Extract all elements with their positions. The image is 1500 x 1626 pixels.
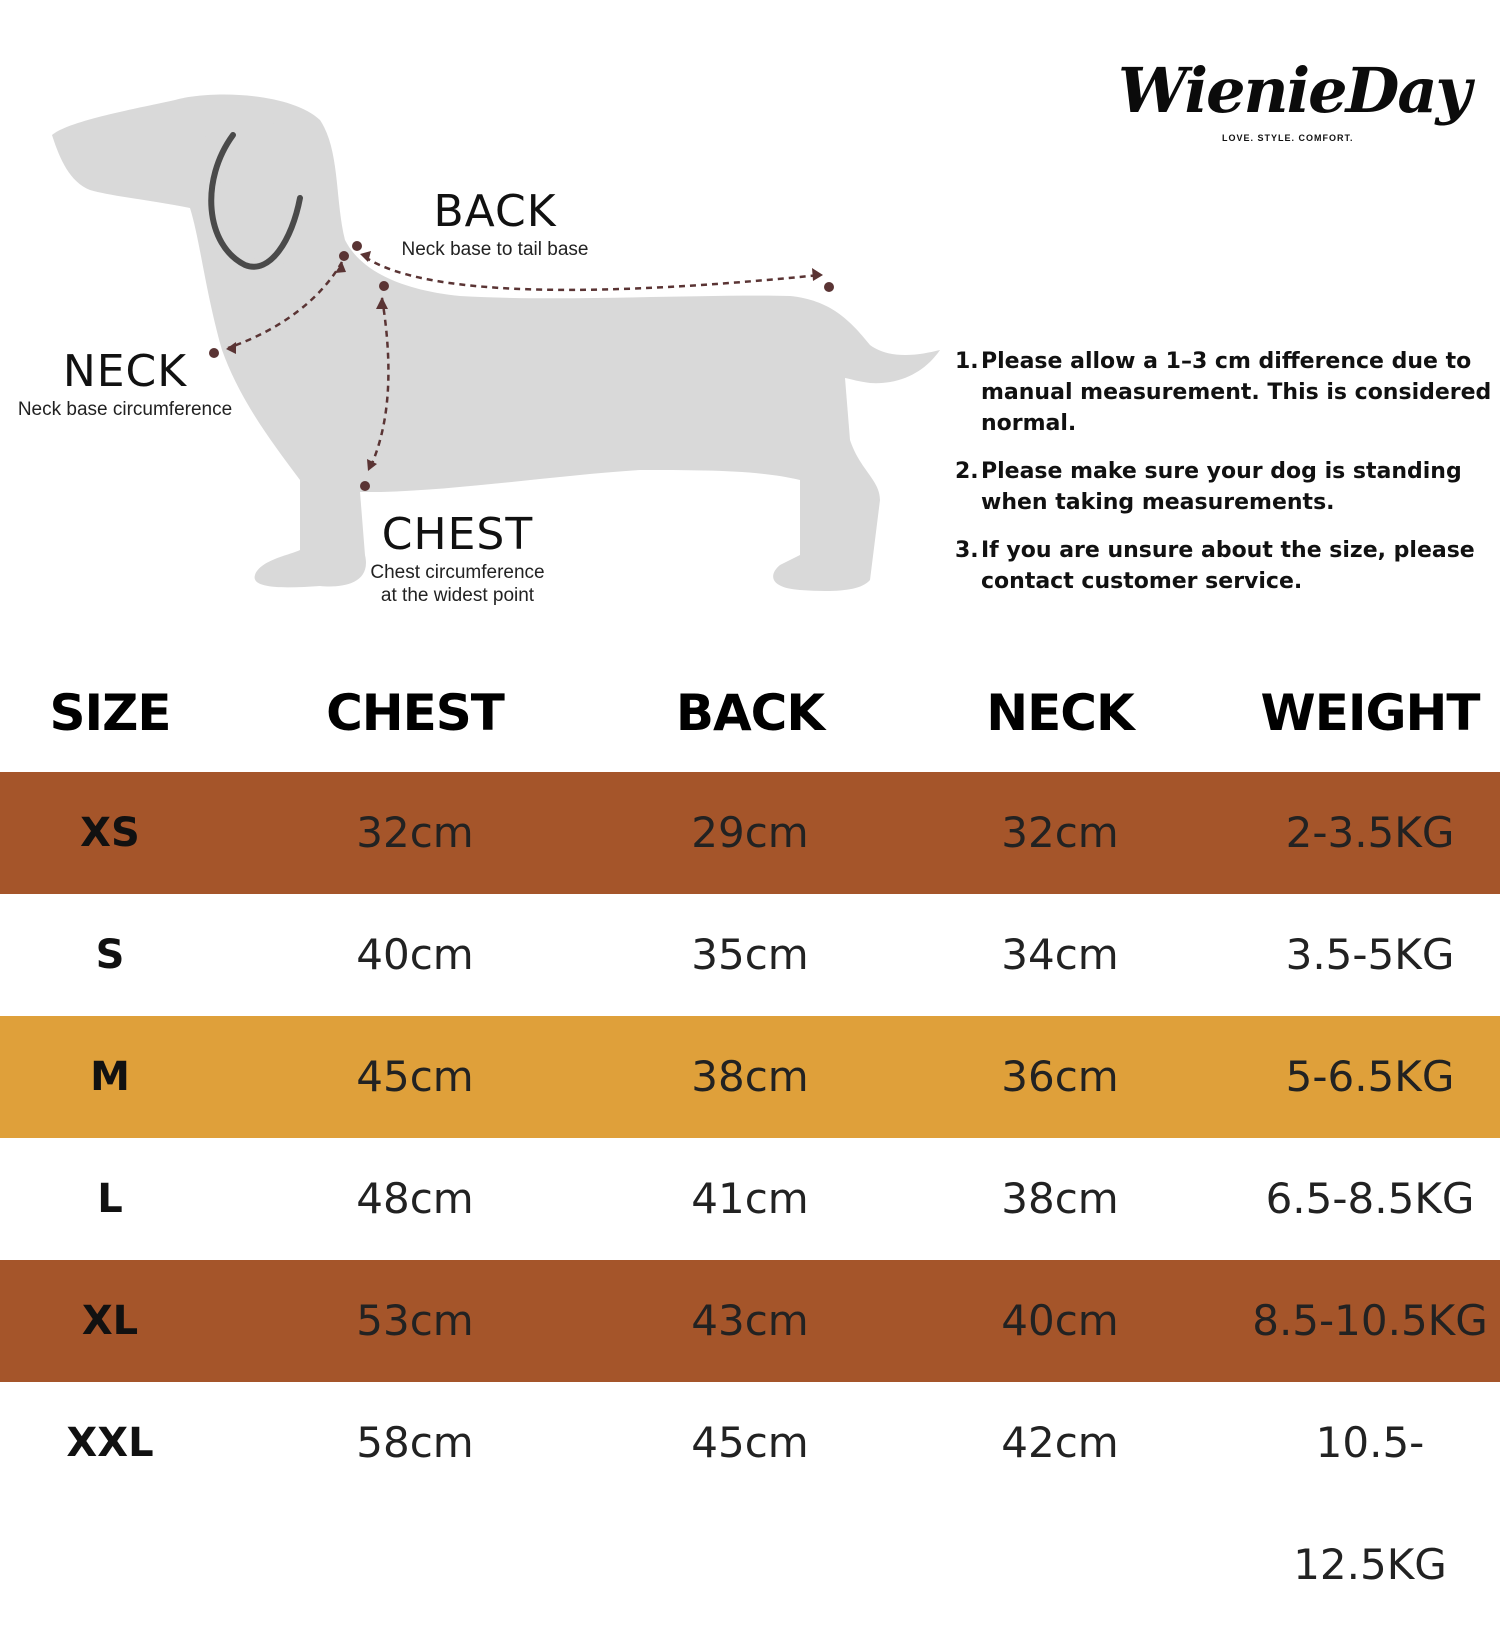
back-title: BACK: [433, 186, 557, 237]
neck-title: NECK: [62, 346, 188, 397]
table-row: [0, 772, 1500, 894]
table-row: [0, 1382, 1500, 1589]
size-table-header: [0, 672, 1500, 752]
chest-title: CHEST: [381, 509, 534, 560]
size-cell: S: [95, 932, 125, 978]
chest-cell: 40cm: [356, 930, 474, 979]
header-size: SIZE: [49, 684, 171, 742]
chest-label: [355, 509, 560, 607]
note-text: If you are unsure about the size, please contact customer service.: [981, 538, 1475, 594]
header-chest: CHEST: [326, 684, 504, 742]
brand-tagline: LOVE. STYLE. COMFORT.: [1222, 133, 1354, 143]
measurement-diagram: [0, 0, 960, 640]
neck-cell: 32cm: [1001, 808, 1119, 857]
brand-logo: [1118, 54, 1470, 160]
chest-bottom-dot: [360, 481, 370, 491]
size-cell: L: [97, 1176, 123, 1222]
back-start-dot: [352, 241, 362, 251]
weight-cell: 10.5-12.5KG: [1293, 1418, 1447, 1589]
weight-cell: 2-3.5KG: [1285, 808, 1455, 857]
note-item: [955, 535, 1495, 597]
chest-cell: 58cm: [356, 1418, 474, 1467]
chest-top-dot: [379, 281, 389, 291]
measurement-notes: [955, 346, 1495, 614]
back-cell: 29cm: [691, 808, 809, 857]
back-cell: 35cm: [691, 930, 809, 979]
header-weight: WEIGHT: [1260, 684, 1480, 742]
size-cell: M: [90, 1054, 130, 1100]
table-row: [0, 1260, 1500, 1382]
header-back: BACK: [675, 684, 825, 742]
neck-cell: 40cm: [1001, 1296, 1119, 1345]
back-desc: Neck base to tail base: [401, 239, 589, 260]
note-number: 1.: [955, 349, 979, 374]
weight-cell: 8.5-10.5KG: [1252, 1296, 1488, 1345]
weight-cell: 6.5-8.5KG: [1265, 1174, 1475, 1223]
back-end-dot: [824, 282, 834, 292]
note-item: [955, 346, 1495, 439]
header-neck: NECK: [986, 684, 1134, 742]
neck-desc: Neck base circumference: [17, 399, 233, 420]
table-row: [0, 894, 1500, 1016]
size-cell: XS: [80, 810, 140, 856]
neck-cell: 42cm: [1001, 1418, 1119, 1467]
note-number: 2.: [955, 459, 979, 484]
back-cell: 43cm: [691, 1296, 809, 1345]
back-arrow-end: [812, 268, 823, 281]
weight-cell: 3.5-5KG: [1285, 930, 1455, 979]
weight-cell: 5-6.5KG: [1285, 1052, 1455, 1101]
chest-desc-line2: at the widest point: [380, 585, 535, 606]
neck-label: [10, 346, 240, 421]
back-cell: 41cm: [691, 1174, 809, 1223]
neck-cell: 38cm: [1001, 1174, 1119, 1223]
chest-cell: 32cm: [356, 808, 474, 857]
table-row: [0, 1016, 1500, 1138]
note-item: [955, 456, 1495, 518]
back-cell: 38cm: [691, 1052, 809, 1101]
note-number: 3.: [955, 538, 979, 563]
note-text: Please make sure your dog is standing when taking measurements.: [981, 459, 1462, 515]
chest-cell: 45cm: [356, 1052, 474, 1101]
neck-cell: 36cm: [1001, 1052, 1119, 1101]
neck-cell: 34cm: [1001, 930, 1119, 979]
back-label: [395, 186, 595, 261]
size-table: [0, 772, 1500, 1589]
table-row: [0, 1138, 1500, 1260]
brand-name: WienieDay: [1118, 54, 1470, 127]
back-measure-line: [365, 257, 820, 290]
chest-cell: 48cm: [356, 1174, 474, 1223]
chest-cell: 53cm: [356, 1296, 474, 1345]
size-cell: XL: [81, 1298, 139, 1344]
size-cell: XXL: [66, 1420, 154, 1466]
chest-desc-line1: Chest circumference: [370, 562, 545, 583]
note-text: Please allow a 1–3 cm difference due to manual measurement. This is considered normal.: [981, 349, 1492, 436]
neck-top-dot: [339, 251, 349, 261]
back-cell: 45cm: [691, 1418, 809, 1467]
